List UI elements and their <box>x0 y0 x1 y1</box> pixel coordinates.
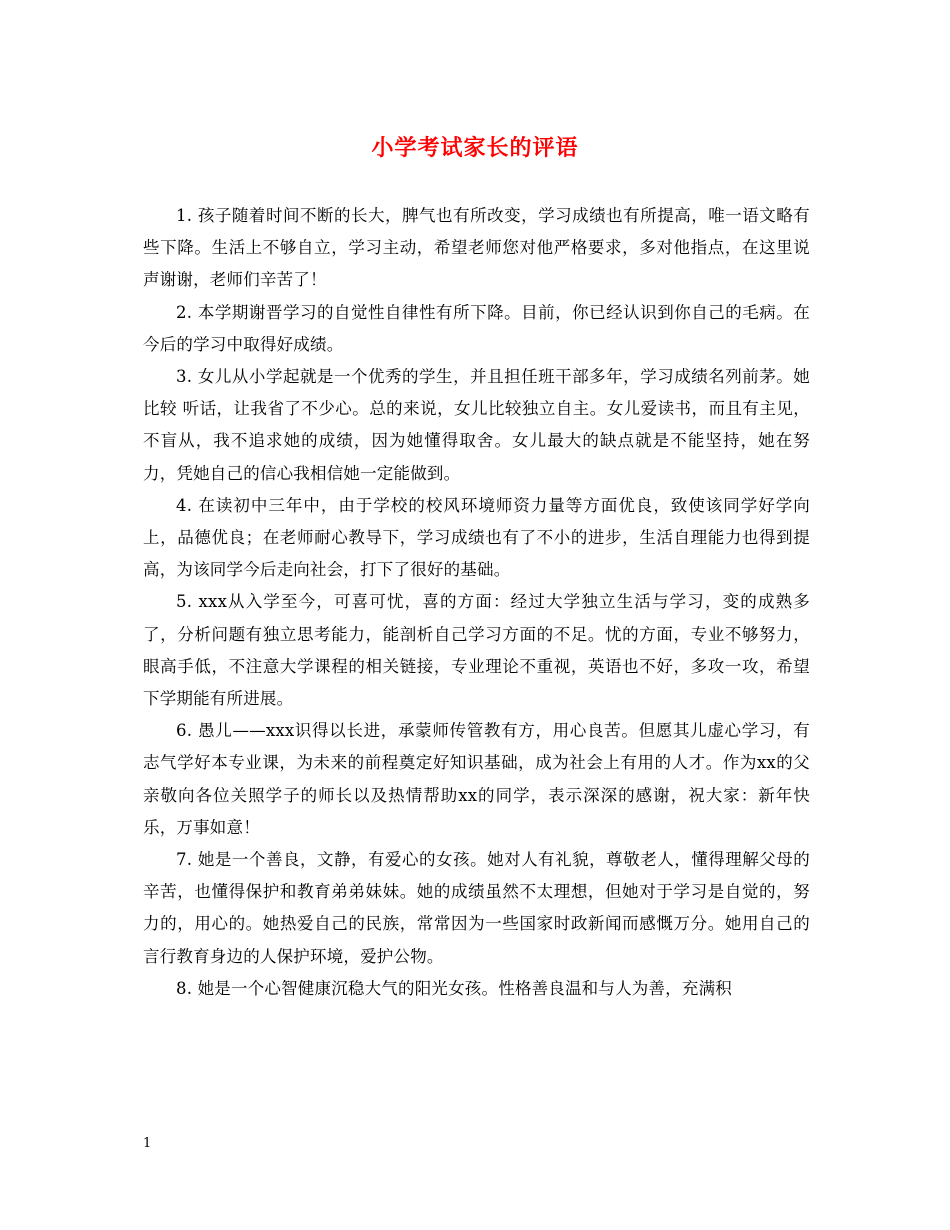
comment-paragraph-5: 5. xxx从入学至今，可喜可忧，喜的方面：经过大学独立生活与学习，变的成熟多了，分析问题有独立思考能力，能剖析自己学习方面的不足。忧的方面，专业不够努力，眼高手低，不注意大学课程的相关链接，专业理论不重视，英语也不好，多攻一攻，希望下学期能有所进展。 <box>143 592 810 709</box>
comment-paragraph-8: 8. 她是一个心智健康沉稳大气的阳光女孩。性格善良温和与人为善，充满积 <box>176 978 732 998</box>
comment-paragraph-6: 6. 愚儿——xxx识得以长进，承蒙师传管教有方，用心良苦。但愿其儿虚心学习，有志气学好本专业课，为未来的前程奠定好知识基础，成为社会上有用的人才。作为xx的父亲敬向各位关照学子的师长以及热情帮助xx的同学，表示深深的感谢，祝大家：新年快乐，万事如意！ <box>143 721 810 837</box>
comment-paragraph-1: 1. 孩子随着时间不断的长大，脾气也有所改变，学习成绩也有所提高，唯一语文略有些下降。生活上不够自立，学习主动，希望老师您对他严格要求，多对他指点，在这里说声谢谢，老师们辛苦了！ <box>143 206 810 290</box>
comment-paragraph-4: 4. 在读初中三年中，由于学校的校风环境师资力量等方面优良，致使该同学好学向上，品德优良；在老师耐心教导下，学习成绩也有了不小的进步，生活自理能力也得到提高，为该同学今后走向社会，打下了很好的基础。 <box>143 495 810 580</box>
comment-paragraph-3: 3. 女儿从小学起就是一个优秀的学生，并且担任班干部多年，学习成绩名列前茅。她比较 听话，让我省了不少心。总的来说，女儿比较独立自主。女儿爱读书，而且有主见，不盲从，我不追求她的成绩，因为她懂得取舍。女儿最大的缺点就是不能坚持，她在努力，凭她自己的信心我相信她一定能做到。 <box>143 367 810 483</box>
document-body <box>143 200 810 1005</box>
document-title: 小学考试家长的评语 <box>371 135 579 161</box>
page-number: 1 <box>143 1136 152 1151</box>
comment-paragraph-7: 7. 她是一个善良，文静，有爱心的女孩。她对人有礼貌，尊敬老人，懂得理解父母的辛苦，也懂得保护和教育弟弟妹妹。她的成绩虽然不太理想，但她对于学习是自觉的，努力的，用心的。她热爱自己的民族，常常因为一些国家时政新闻而感慨万分。她用自己的言行教育身边的人保护环境，爱护公物。 <box>143 850 810 966</box>
comment-paragraph-2: 2. 本学期谢晋学习的自觉性自律性有所下降。目前，你已经认识到你自己的毛病。在今后的学习中取得好成绩。 <box>143 302 810 354</box>
